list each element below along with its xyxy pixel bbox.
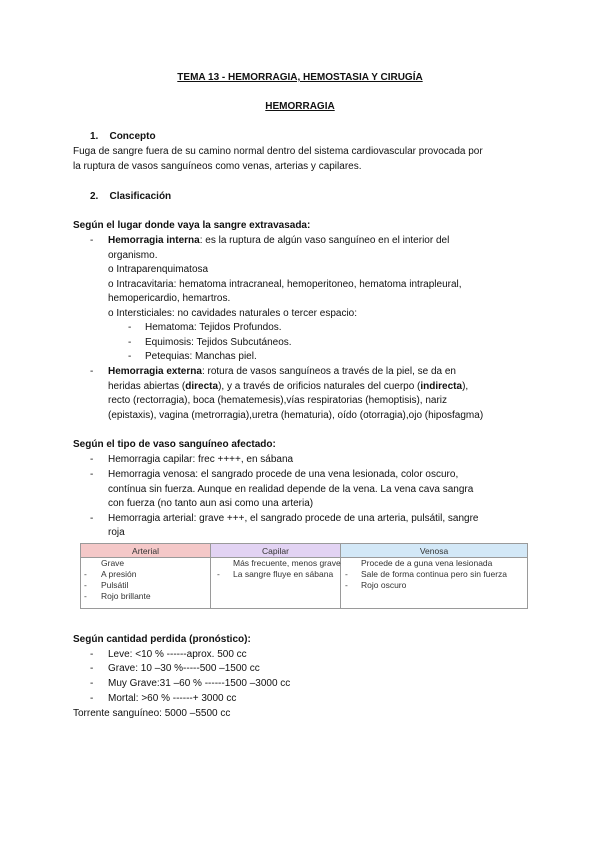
torrente-sanguineo: Torrente sanguíneo: 5000 –5500 cc — [73, 708, 231, 719]
clasificacion-heading — [90, 191, 171, 203]
clasificacion-label: Clasificación — [109, 191, 172, 202]
sub-dash: - — [128, 337, 132, 348]
interna-line-2: organismo. — [108, 250, 158, 261]
intracavitaria-line-1: o Intracavitaria: hematoma intracraneal, hemoperitoneo, hematoma intrapleural, — [108, 279, 462, 290]
section-title: HEMORRAGIA — [265, 101, 335, 112]
sub-dash: - — [128, 351, 132, 362]
concepto-number: 1. — [90, 131, 99, 142]
concepto-label: Concepto — [109, 131, 156, 142]
table-item: - Rojo oscuro — [345, 580, 407, 590]
intersticiales: o Intersticiales: no cavidades naturales o tercer espacio: — [108, 308, 358, 319]
vaso-venosa-line-1: Hemorragia venosa: el sangrado procede de una vena lesionada, color oscuro, — [108, 469, 459, 480]
interna-line-1 — [108, 235, 449, 247]
cantidad-bullet: - — [90, 663, 94, 674]
externa-bullet: - — [90, 366, 94, 377]
sub-item-hematoma: Hematoma: Tejidos Profundos. — [145, 322, 282, 333]
directa-term: directa — [185, 381, 219, 392]
sub-item-equimosis: Equimosis: Tejidos Subcutáneos. — [145, 337, 292, 348]
table-cell-venosa — [341, 558, 528, 609]
concepto-text-line-2: la ruptura de vasos sanguíneos como venas, arterias y capilares. — [73, 161, 362, 172]
vaso-heading: Según el tipo de vaso sanguíneo afectado: — [73, 439, 276, 450]
cantidad-leve: Leve: <10 % ------aprox. 500 cc — [108, 649, 247, 660]
interna-bullet: - — [90, 235, 94, 246]
concepto-text-line-1: Fuga de sangre fuera de su camino normal dentro del sistema cardiovascular provocada por — [73, 146, 483, 157]
externa-desc: : rotura de vasos sanguíneos a través de la piel, se da en — [201, 366, 456, 377]
vaso-bullet: - — [90, 469, 94, 480]
vessel-comparison-table — [80, 543, 528, 609]
externa-text: heridas abiertas ( — [108, 381, 186, 392]
table-item: - A presión — [84, 569, 137, 579]
cantidad-bullet: - — [90, 678, 94, 689]
interna-desc: : es la ruptura de algún vaso sanguíneo en el interior del — [199, 235, 450, 246]
sub-item-petequias: Petequias: Manchas piel. — [145, 351, 257, 362]
cantidad-grave: Grave: 10 –30 %-----500 –1500 cc — [108, 663, 260, 674]
cantidad-bullet: - — [90, 693, 94, 704]
vaso-arterial-line-1: Hemorragia arterial: grave +++, el sangrado procede de una arteria, pulsátil, sangre — [108, 513, 479, 524]
externa-text: ), — [462, 381, 469, 392]
externa-line-3: recto (rectorragia), boca (hematemesis),vías respiratorias (hemoptisis), nariz — [108, 395, 447, 406]
table-header-capilar: Capilar — [211, 544, 341, 558]
externa-text: ), y a través de orificios naturales del cuerpo ( — [218, 381, 421, 392]
table-cell-capilar — [211, 558, 341, 609]
externa-line-4: (epistaxis), vagina (metrorragia),uretra (hematuria), oído (otorragia),ojo (hiposfagma) — [108, 410, 484, 421]
concepto-heading — [90, 131, 156, 143]
sub-dash: - — [128, 322, 132, 333]
table-item: Procede de a guna vena lesionada — [361, 558, 493, 568]
table-item-text: Rojo brillante — [101, 591, 151, 601]
intraparenquimatosa: o Intraparenquimatosa — [108, 264, 209, 275]
intracavitaria-line-2: hemopericardio, hemartros. — [108, 293, 231, 304]
table-item-text: Rojo oscuro — [361, 580, 407, 590]
table-cell-arterial — [81, 558, 211, 609]
table-item: - Pulsátil — [84, 580, 129, 590]
table-header-venosa: Venosa — [341, 544, 528, 558]
interna-term: Hemorragia interna — [108, 235, 200, 246]
indirecta-term: indirecta — [420, 381, 463, 392]
cantidad-heading: Según cantidad perdida (pronóstico): — [73, 634, 251, 645]
table-item: Más frecuente, menos grave — [233, 558, 341, 568]
cantidad-muy-grave: Muy Grave:31 –60 % ------1500 –3000 cc — [108, 678, 291, 689]
vaso-arterial-line-2: roja — [108, 527, 125, 538]
table-item-text: Sale de forma continua pero sin fuerza — [361, 569, 508, 579]
table-item-text: Pulsátil — [101, 580, 129, 590]
table-item: - Rojo brillante — [84, 591, 151, 601]
vaso-bullet: - — [90, 454, 94, 465]
externa-term: Hemorragia externa — [108, 366, 202, 377]
table-item: Grave — [101, 558, 125, 568]
externa-line-2 — [108, 381, 468, 393]
table-item: - Sale de forma continua pero sin fuerza — [345, 569, 508, 579]
vaso-capilar: Hemorragia capilar: frec ++++, en sábana — [108, 454, 294, 465]
table-header-arterial: Arterial — [81, 544, 211, 558]
table-item-text: La sangre fluye en sábana — [233, 569, 334, 579]
table-item-text: A presión — [101, 569, 137, 579]
externa-line-1 — [108, 366, 456, 378]
table-item: - La sangre fluye en sábana — [217, 569, 334, 579]
vaso-bullet: - — [90, 513, 94, 524]
lugar-heading: Según el lugar donde vaya la sangre extravasada: — [73, 220, 311, 231]
cantidad-bullet: - — [90, 649, 94, 660]
clasificacion-number: 2. — [90, 191, 99, 202]
vaso-venosa-line-2: contínua sin fuerza. Aunque en realidad depende de la vena. La vena cava sangra — [108, 484, 474, 495]
vaso-venosa-line-3: con fuerza (no tanto aun asi como una arteria) — [108, 498, 314, 509]
document-title: TEMA 13 - HEMORRAGIA, HEMOSTASIA Y CIRUGÍA — [177, 72, 423, 83]
cantidad-mortal: Mortal: >60 % ------+ 3000 cc — [108, 693, 237, 704]
